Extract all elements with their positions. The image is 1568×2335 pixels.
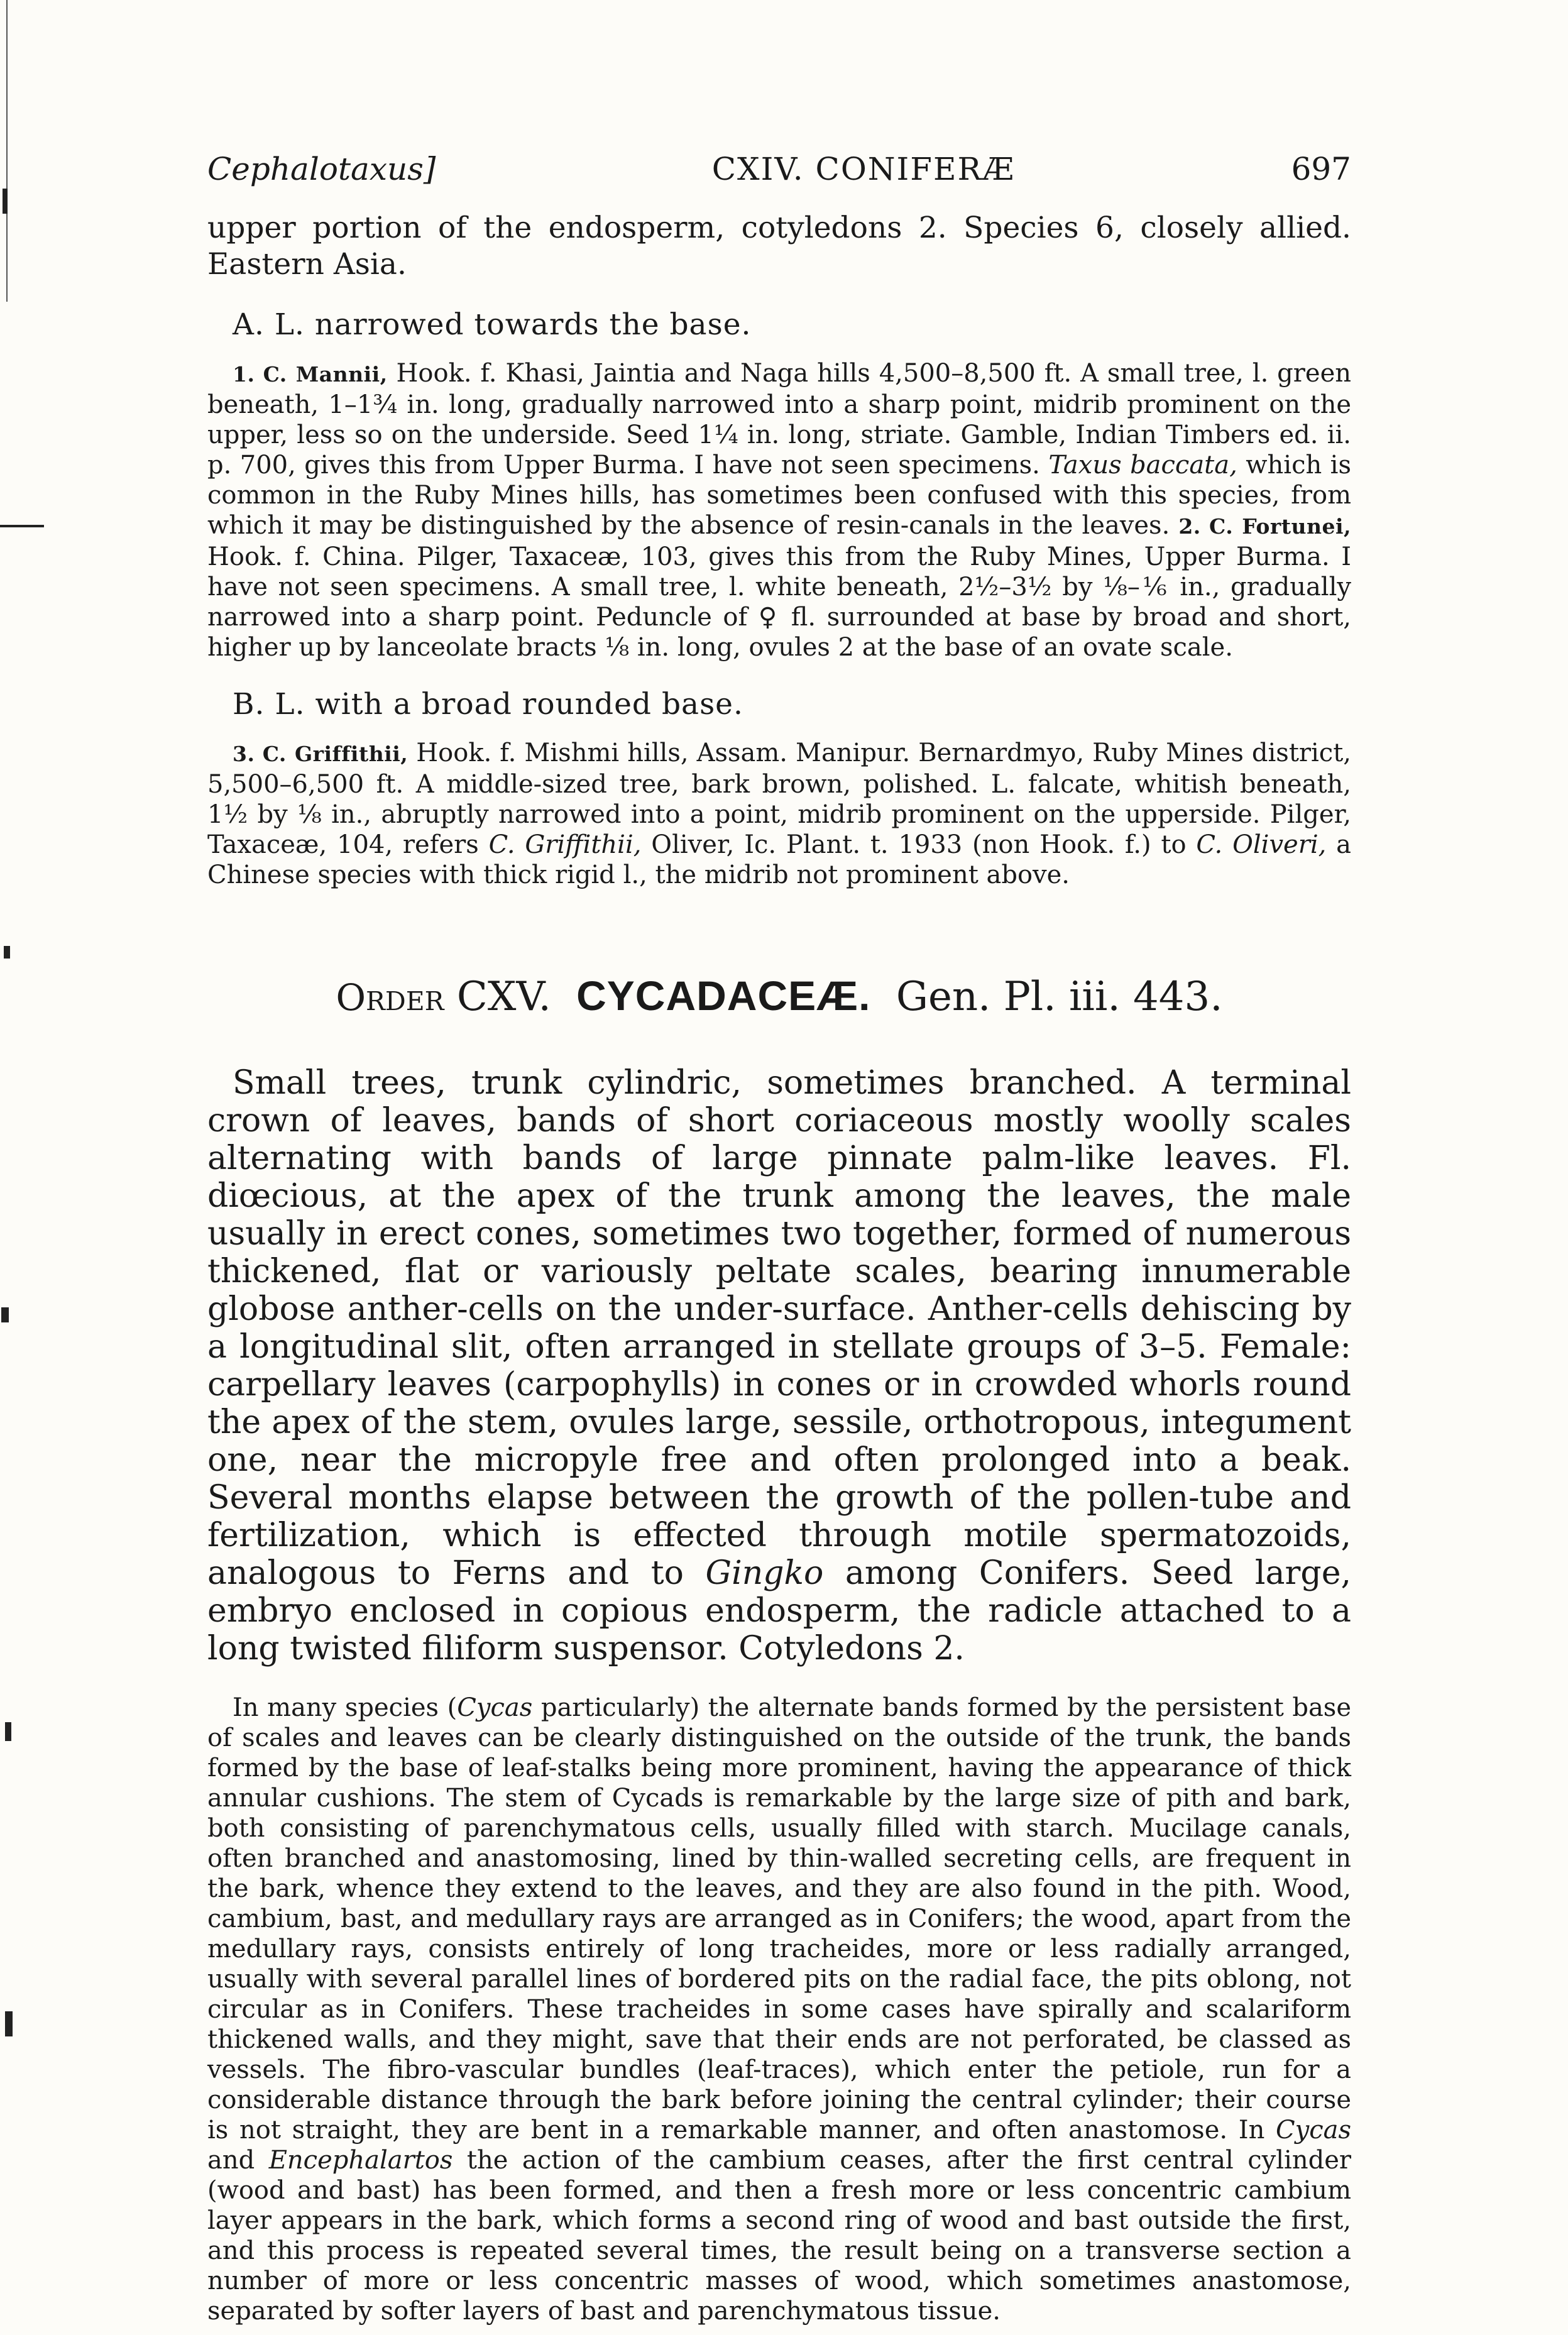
page-content	[207, 151, 1351, 2326]
order-heading	[207, 972, 1351, 1020]
anatomy-text: and	[207, 2146, 269, 2175]
species-paragraph-b	[207, 738, 1351, 890]
anatomy-text: In many species (	[233, 1693, 458, 1722]
key-section-a: A. L. narrowed towards the base.	[233, 307, 752, 342]
key-section-b: B. L. with a broad rounded base.	[233, 687, 743, 722]
margin-rule	[6, 0, 8, 302]
species-number: 2. C.	[1178, 514, 1234, 539]
species-name-fortunei: Fortunei,	[1242, 514, 1352, 539]
species-reference: C. Oliveri,	[1196, 830, 1327, 859]
species-name-griffithii: Griffithii,	[294, 742, 408, 766]
anatomy-text: particularly) the alternate bands formed by the persistent base of scales and leaves can be clearly distinguished on the outside of the trunk, the bands formed by the base of leaf-stalks being more prominent, having the appearance of thick annular cushions. The stem of Cycads is remarkable by the large size of pith and bark, both consisting of parenchymatous cells, usually filled with starch. Mucilage canals, often branched and anastomosing, lined by thin-walled secreting cells, are frequent in the bark, whence they extend to the leaves, and they are also found in the pith. Wood, cambium, bast, and medullary rays are arranged as in Conifers; the wood, apart from the medullary rays, consists entirely of long tracheides, more or less radially arranged, usually with several parallel lines of bordered pits on the radial face, the pits oblong, not circular as in Conifers. These tracheides in some cases have spirally and scalariform thickened walls, and they might, save that their ends are not perforated, be classed as vessels. The fibro-vascular bundles (leaf-traces), which enter the petiole, run for a considerable distance through the bark before joining the central cylinder; their course is not straight, they are bent in a remarkable manner, and often anastomose. In	[207, 1693, 1351, 2145]
intro-paragraph: upper portion of the endosperm, cotyledons 2. Species 6, closely allied. Eastern Asia.	[207, 211, 1351, 282]
page-number: 697	[1291, 151, 1351, 187]
species-text: Hook. f. China. Pilger, Taxaceæ, 103, gives this from the Ruby Mines, Upper Burma. I have not seen specimens. A small tree, l. white beneath, 2½–3½ by ⅛–⅙ in., gradually narrowed into a sharp point. Peduncle of ♀ fl. surrounded at base by broad and short, higher up by lanceolate bracts ⅛ in. long, ovules 2 at the base of an ovate scale.	[207, 542, 1351, 662]
species-name-mannii: Mannii,	[295, 362, 388, 387]
genera-plantarum-ref: Gen. Pl. iii. 443.	[896, 974, 1223, 1020]
anatomy-paragraph	[207, 1693, 1351, 2326]
running-head	[207, 151, 1351, 187]
description-text: among Conifers. Seed large, embryo enclosed in copious endosperm, the radicle attached to a long twisted filiform suspensor. Cotyledons 2.	[207, 1554, 1352, 1667]
species-taxus-baccata: Taxus baccata,	[1048, 451, 1237, 480]
species-reference: C. Griffithii,	[488, 830, 642, 859]
species-text: a Chinese species with thick rigid l., the midrib not prominent above.	[207, 830, 1352, 889]
species-paragraph-a	[207, 358, 1351, 662]
species-text: which is common in the Ruby Mines hills, has sometimes been confused with this species, from which it may be distinguished by the absence of resin-canals in the leaves.	[207, 451, 1351, 540]
species-text: Hook. f. Khasi, Jaintia and Naga hills 4,500–8,500 ft. A small tree, l. green beneath, 1–1¾ in. long, gradually narrowed into a sharp point, midrib prominent on the upper, less so on the underside. Seed 1¼ in. long, striate. Gamble, Indian Timbers ed. ii. p. 700, gives this from Upper Burma. I have not seen specimens.	[207, 359, 1352, 480]
species-number: 3. C.	[233, 742, 287, 766]
species-number: 1. C.	[233, 362, 287, 387]
running-head-chapter: CXIV. CONIFERÆ	[711, 151, 1016, 187]
species-text: Hook. f. Mishmi hills, Assam. Manipur. Bernardmyo, Ruby Mines district, 5,500–6,500 ft. A middle-sized tree, bark brown, polished. L. falcate, whitish beneath, 1½ by ⅛ in., abruptly narrowed into a point, midrib prominent on the upperside. Pilger, Taxaceæ, 104, refers	[207, 739, 1351, 859]
anatomy-genus: Cycas	[457, 1693, 533, 1722]
anatomy-genus: Cycas	[1276, 2116, 1351, 2145]
family-name: CYCADACEÆ.	[576, 972, 871, 1019]
description-gingko: Gingko	[705, 1554, 824, 1592]
species-text: Oliver, Ic. Plant. t. 1933 (non Hook. f.) to	[641, 830, 1197, 859]
order-number: CXV.	[456, 974, 551, 1020]
description-text: Small trees, trunk cylindric, sometimes branched. A terminal crown of leaves, bands of short coriaceous mostly woolly scales alternating with bands of large pinnate palm-like leaves. Fl. diœcious, at the apex of the trunk among the leaves, the male usually in erect cones, sometimes two together, formed of numerous thickened, flat or variously peltate scales, bearing innumerable globose anther-cells on the under-surface. Anther-cells dehiscing by a longitudinal slit, often arranged in stellate groups of 3–5. Female: carpellary leaves (carpophylls) in cones or in crowded whorls round the apex of the stem, ovules large, sessile, orthotropous, integument one, near the micropyle free and often prolonged into a beak. Several months elapse between the growth of the pollen-tube and fertilization, which is effected through motile spermatozoids, analogous to Ferns and to	[207, 1064, 1351, 1592]
order-word: Order	[336, 976, 444, 1019]
anatomy-genus: Encephalartos	[268, 2146, 453, 2175]
anatomy-text: the action of the cambium ceases, after the first central cylinder (wood and bast) has been formed, and then a fresh more or less concentric cambium layer appears in the bark, which forms a second ring of wood and bast outside the first, and this process is repeated several times, the result being on a transverse section a number of more or less concentric masses of wood, which sometimes anastomose, separated by softer layers of bast and parenchymatous tissue.	[207, 2146, 1351, 2326]
running-head-genus: Cephalotaxus]	[207, 151, 436, 187]
family-description	[207, 1064, 1351, 1667]
